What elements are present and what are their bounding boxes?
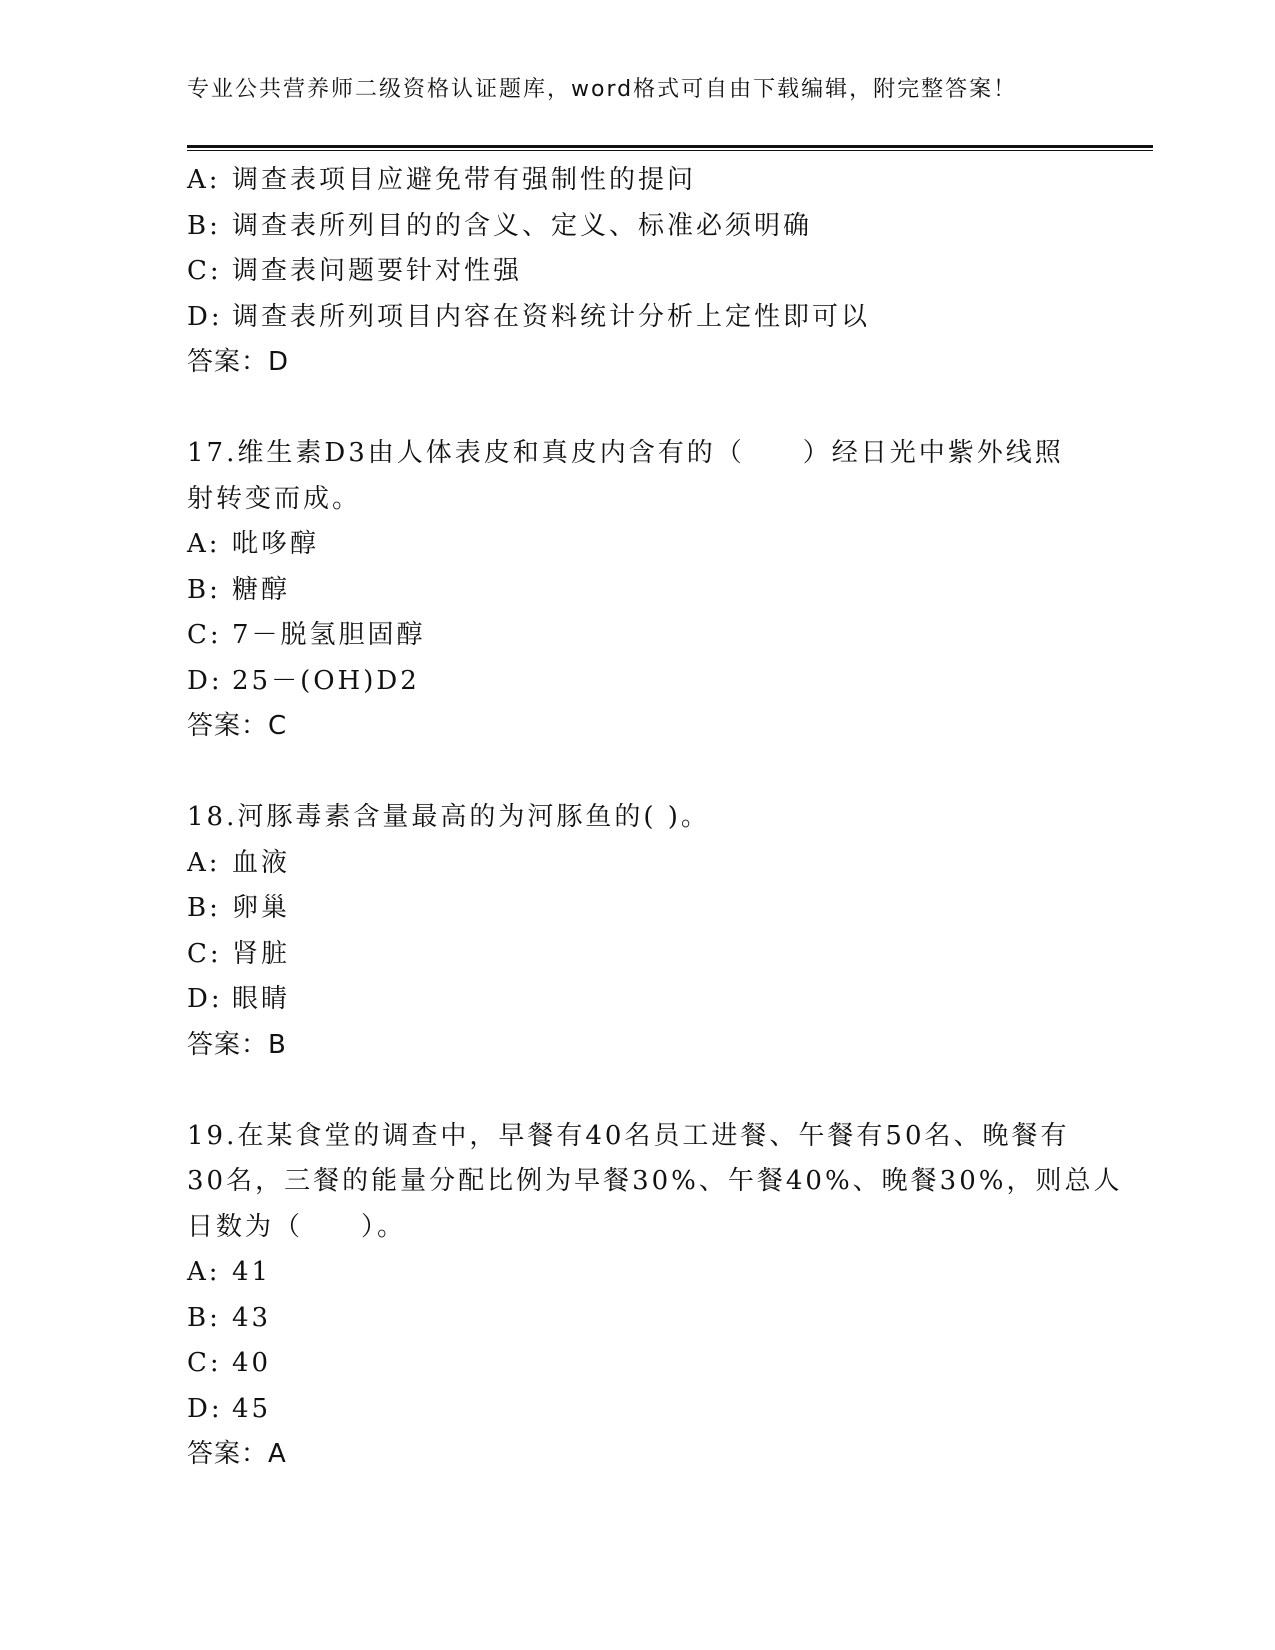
option-d: D: 调查表所列项目内容在资料统计分析上定性即可以 [187,301,871,332]
header-rule-thick [187,145,1153,148]
option-d: D: 45 [187,1393,272,1424]
answer-line: 答案：B [187,1029,287,1060]
option-b: B: 调查表所列目的的含义、定义、标准必须明确 [187,210,813,241]
spacer [187,750,1087,796]
option-a: A: 调查表项目应避免带有强制性的提问 [187,165,697,195]
option-c: C: 40 [187,1348,272,1378]
spacer [187,1068,1087,1114]
answer-line: 答案：C [187,711,288,741]
question-stem: 19.在某食堂的调查中，早餐有40名员工进餐、午餐有50名、晚餐有 [187,1120,1070,1151]
question-16 [187,158,1087,386]
question-stem: 17.维生素D3由人体表皮和真皮内含有的（ ）经日光中紫外线照 [187,438,1064,468]
option-a: A: 吡哆醇 [187,529,320,559]
option-b: B: 卵巢 [187,893,291,923]
question-stem-cont: 日数为（ ）。 [187,1211,407,1242]
question-stem-cont: 30名，三餐的能量分配比例为早餐30%、午餐40%、晚餐30%，则总人 [187,1166,1123,1196]
option-a: A: 41 [187,1257,272,1287]
option-b: B: 43 [187,1302,272,1333]
question-stem-cont: 射转变而成。 [187,483,362,514]
option-d: D: 眼睛 [187,984,291,1014]
question-17 [187,431,1087,750]
spacer [187,386,1087,432]
option-a: A: 血液 [187,847,291,878]
option-d: D: 25－(OH)D2 [187,665,420,696]
option-c: C: 调查表问题要针对性强 [187,256,523,286]
answer-line: 答案：D [187,347,290,377]
question-19 [187,1114,1123,1478]
option-b: B: 糖醇 [187,574,291,605]
question-18 [187,795,1087,1068]
question-stem: 18.河豚毒素含量最高的为河豚鱼的( )。 [187,802,710,832]
page-header: 专业公共营养师二级资格认证题库，word格式可自由下载编辑，附完整答案！ [187,77,1018,102]
answer-line: 答案：A [187,1439,287,1469]
option-c: C: 肾脏 [187,938,291,969]
question-content [187,158,1123,1478]
header-rule-thin [187,150,1153,151]
option-c: C: 7－脱氢胆固醇 [187,620,426,650]
